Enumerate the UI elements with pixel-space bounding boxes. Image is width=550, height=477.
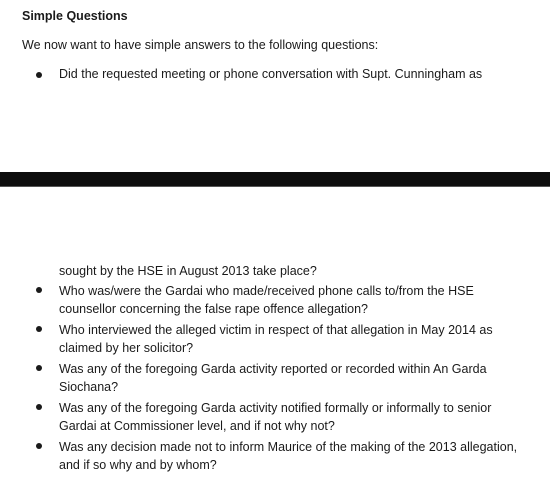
bullet-icon xyxy=(36,365,42,371)
section-heading: Simple Questions xyxy=(22,9,128,23)
list-item xyxy=(0,282,550,318)
bullet-icon xyxy=(36,326,42,332)
intro-text: We now want to have simple answers to the following questions: xyxy=(22,38,379,52)
questions-list xyxy=(0,282,550,477)
bullet-icon xyxy=(36,443,42,449)
list-item xyxy=(0,360,550,396)
first-bullet-text: Did the requested meeting or phone conversation with Supt. Cunningham as xyxy=(59,67,483,81)
list-item xyxy=(0,321,550,357)
first-bullet-item xyxy=(0,67,550,82)
bullet-icon xyxy=(36,72,42,78)
question-text: Who was/were the Gardai who made/received phone calls to/from the HSE counsellor concerning the false rape offence allegation? xyxy=(59,284,474,316)
list-item xyxy=(0,438,550,474)
question-text: Who interviewed the alleged victim in respect of that allegation in May 2014 as claimed by her solicitor? xyxy=(59,323,493,355)
first-bullet-continuation: sought by the HSE in August 2013 take place? xyxy=(59,264,317,278)
question-text: Was any decision made not to inform Maurice of the making of the 2013 allegation, and if so why and by whom? xyxy=(59,440,518,472)
bullet-icon xyxy=(36,287,42,293)
question-text: Was any of the foregoing Garda activity reported or recorded within An Garda Siochana? xyxy=(59,362,487,394)
question-text: Was any of the foregoing Garda activity notified formally or informally to senior Gardai at Commissioner level, and if not why not? xyxy=(59,401,492,433)
bullet-icon xyxy=(36,404,42,410)
redaction-bar xyxy=(0,172,550,186)
list-item xyxy=(0,399,550,435)
redaction-edge xyxy=(0,186,550,187)
